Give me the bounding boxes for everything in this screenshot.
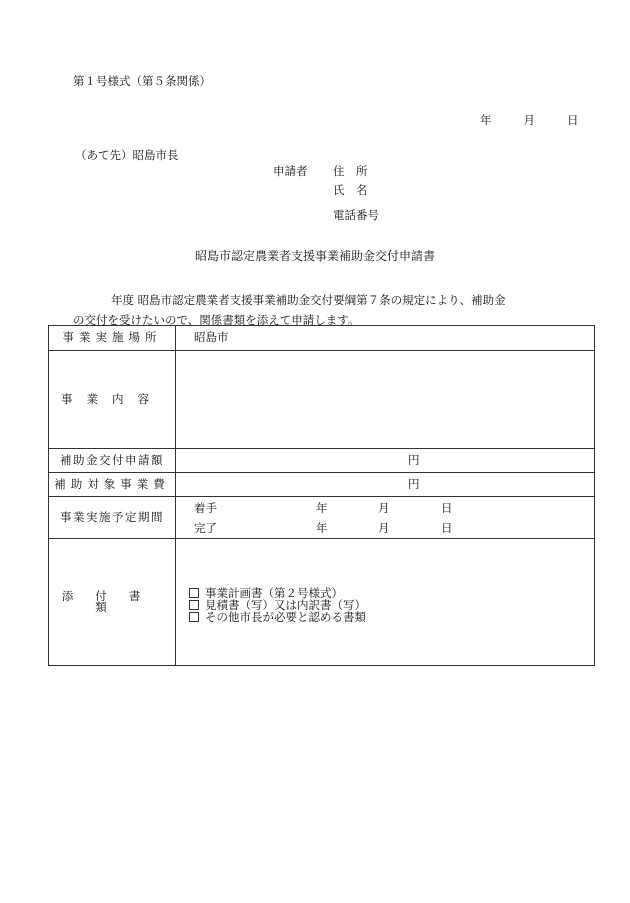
row-target-cost: [49, 473, 595, 497]
subsidy-amount-unit: 円: [408, 452, 420, 467]
attachment-text: 事業計画書（第２号様式）: [205, 586, 343, 600]
body-line-1: 年度 昭島市認定農業者支援事業補助金交付要綱第７条の規定により、補助金: [111, 293, 506, 307]
date-month: 月: [523, 113, 535, 127]
attachment-text: その他市長が必要と認める書類: [205, 610, 366, 624]
row-attachments: [49, 539, 595, 666]
target-cost-unit: 円: [408, 476, 420, 491]
period-end-line: [194, 518, 594, 538]
attachment-text: 見積書（写）又は内訳書（写）: [205, 598, 366, 612]
row-period: [49, 497, 595, 539]
phone-label: 電話番号: [333, 208, 379, 222]
period-start-month: 月: [378, 500, 390, 515]
attachments-list: [189, 581, 594, 623]
row-content: [49, 351, 595, 449]
location-label: 事業実施場所: [49, 326, 176, 351]
row-subsidy-amount: [49, 449, 595, 473]
period-start-day: 日: [441, 500, 453, 515]
name-label: 氏 名: [333, 183, 368, 197]
period-start-line: [194, 498, 594, 518]
period-value: [176, 497, 595, 539]
attachments-value: [176, 539, 595, 666]
period-end-month: 月: [378, 520, 390, 535]
applicant-label: 申請者: [273, 164, 308, 178]
period-end-year: 年: [316, 520, 328, 535]
content-value: [176, 351, 595, 449]
target-cost-value: [176, 473, 595, 497]
period-start-year: 年: [316, 500, 328, 515]
checkbox-icon[interactable]: [189, 600, 199, 610]
body-text: [73, 290, 583, 330]
address-label: 住 所: [333, 164, 368, 178]
subsidy-amount-label: 補助金交付申請額: [49, 449, 176, 473]
form-number: 第１号様式（第５条関係）: [73, 74, 211, 88]
body-line-2: の交付を受けたいので、関係書類を添えて申請します。: [73, 313, 360, 327]
checkbox-icon[interactable]: [189, 588, 199, 598]
content-label: 事業内容: [49, 351, 176, 449]
application-table: [48, 325, 595, 666]
period-start-label: 着手: [194, 500, 217, 515]
attachments-label: 添付書類: [49, 539, 176, 666]
period-end-label: 完了: [194, 520, 217, 535]
period-end-day: 日: [441, 520, 453, 535]
addressee: （あて先）昭島市長: [75, 148, 179, 162]
period-label: 事業実施予定期間: [49, 497, 176, 539]
checkbox-icon[interactable]: [189, 612, 199, 622]
date-year: 年: [480, 113, 492, 127]
location-value: 昭島市: [176, 326, 595, 351]
attachment-item: [189, 611, 594, 623]
subsidy-amount-value: [176, 449, 595, 473]
row-location: [49, 326, 595, 351]
application-date: [480, 115, 579, 127]
date-day: 日: [567, 113, 579, 127]
document-title: 昭島市認定農業者支援事業補助金交付申請書: [194, 249, 435, 263]
target-cost-label: 補助対象事業費: [49, 473, 176, 497]
